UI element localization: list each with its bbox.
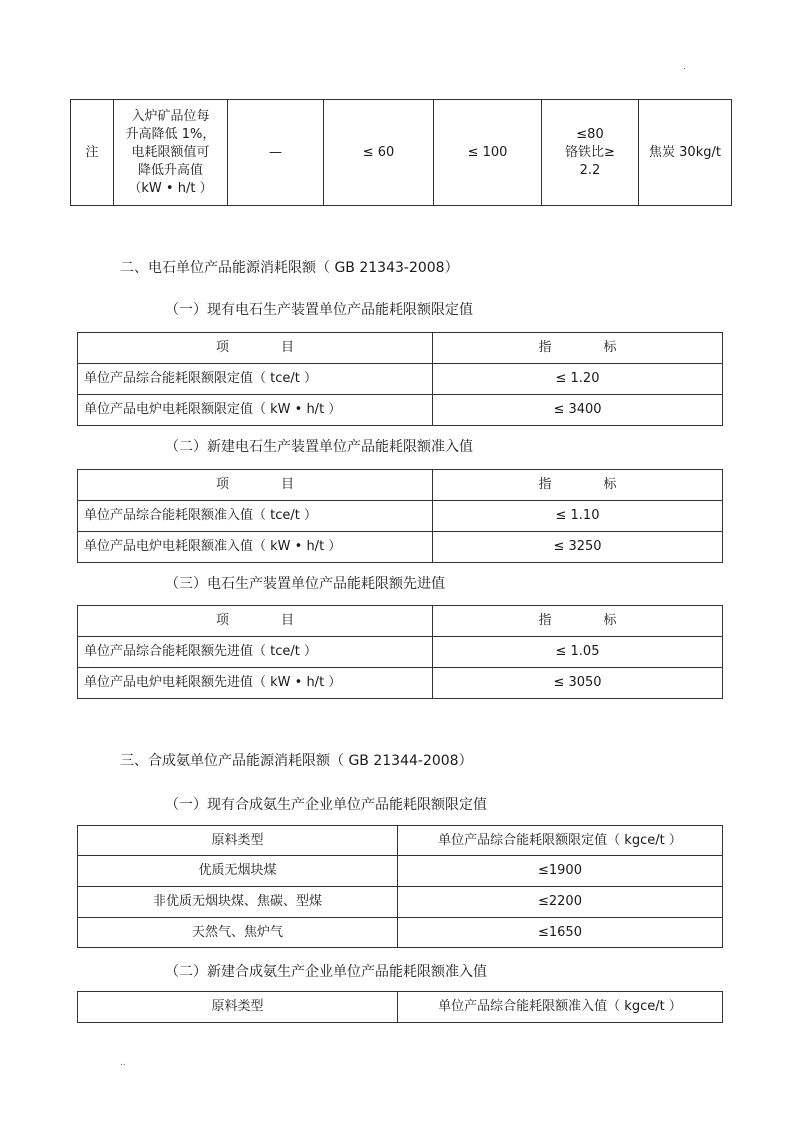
header-item: 项 目 (78, 470, 433, 501)
row-value: ≤ 3400 (433, 395, 723, 426)
carbide-advanced-table (77, 605, 723, 699)
section2-sub1-title: （一）现有电石生产装置单位产品能耗限额限定值 (165, 302, 473, 318)
header-type: 原料类型 (78, 826, 398, 856)
row-type: 优质无烟块煤 (78, 856, 398, 887)
row-type: 非优质无烟块煤、焦碳、型煤 (78, 887, 398, 918)
row-value: ≤ 1.05 (433, 637, 723, 668)
section3-title: 三、合成氨单位产品能源消耗限额（ GB 21344-2008） (120, 753, 473, 769)
section3-sub2-title: （二）新建合成氨生产企业单位产品能耗限额准入值 (165, 964, 487, 980)
row-item: 单位产品电炉电耗限额先进值（ kW • h/t ） (78, 668, 433, 699)
note-col5: ≤ 100 (434, 100, 542, 206)
carbide-existing-table (77, 332, 723, 426)
page-mark-top: . (683, 62, 686, 72)
header-index: 指 标 (433, 333, 723, 364)
note-label: 注 (71, 100, 114, 206)
note-col7: 焦炭 30kg/t (639, 100, 732, 206)
note-col3: — (228, 100, 324, 206)
row-type: 天然气、焦炉气 (78, 918, 398, 948)
note-description: 入炉矿品位每 升高降低 1%， 电耗限额值可 降低升高值 （kW • h/t ） (114, 100, 228, 206)
header-value: 单位产品综合能耗限额准入值（ kgce/t ） (398, 992, 723, 1023)
row-value: ≤ 1.10 (433, 501, 723, 532)
row-item: 单位产品综合能耗限额限定值（ tce/t ） (78, 364, 433, 395)
page-mark-bottom: .. (120, 1058, 126, 1068)
carbide-new-table (77, 469, 723, 563)
section2-sub2-title: （二）新建电石生产装置单位产品能耗限额准入值 (165, 439, 473, 455)
row-value: ≤2200 (398, 887, 723, 918)
row-item: 单位产品电炉电耗限额限定值（ kW • h/t ） (78, 395, 433, 426)
header-type: 原料类型 (78, 992, 398, 1023)
ferroalloy-note-table (70, 99, 732, 206)
row-value: ≤ 3250 (433, 532, 723, 563)
header-item: 项 目 (78, 333, 433, 364)
section3-sub1-title: （一）现有合成氨生产企业单位产品能耗限额限定值 (165, 797, 487, 813)
ammonia-new-table (77, 991, 723, 1023)
header-value: 单位产品综合能耗限额限定值（ kgce/t ） (398, 826, 723, 856)
row-item: 单位产品综合能耗限额准入值（ tce/t ） (78, 501, 433, 532)
row-value: ≤ 1.20 (433, 364, 723, 395)
section2-title: 二、电石单位产品能源消耗限额（ GB 21343-2008） (120, 260, 459, 276)
row-value: ≤1900 (398, 856, 723, 887)
row-item: 单位产品综合能耗限额先进值（ tce/t ） (78, 637, 433, 668)
note-col6: ≤80 铬铁比≥ 2.2 (542, 100, 639, 206)
row-item: 单位产品电炉电耗限额准入值（ kW • h/t ） (78, 532, 433, 563)
row-value: ≤ 3050 (433, 668, 723, 699)
header-item: 项 目 (78, 606, 433, 637)
section2-sub3-title: （三）电石生产装置单位产品能耗限额先进值 (165, 576, 445, 592)
header-index: 指 标 (433, 470, 723, 501)
note-col4: ≤ 60 (324, 100, 434, 206)
header-index: 指 标 (433, 606, 723, 637)
row-value: ≤1650 (398, 918, 723, 948)
ammonia-existing-table (77, 825, 723, 948)
